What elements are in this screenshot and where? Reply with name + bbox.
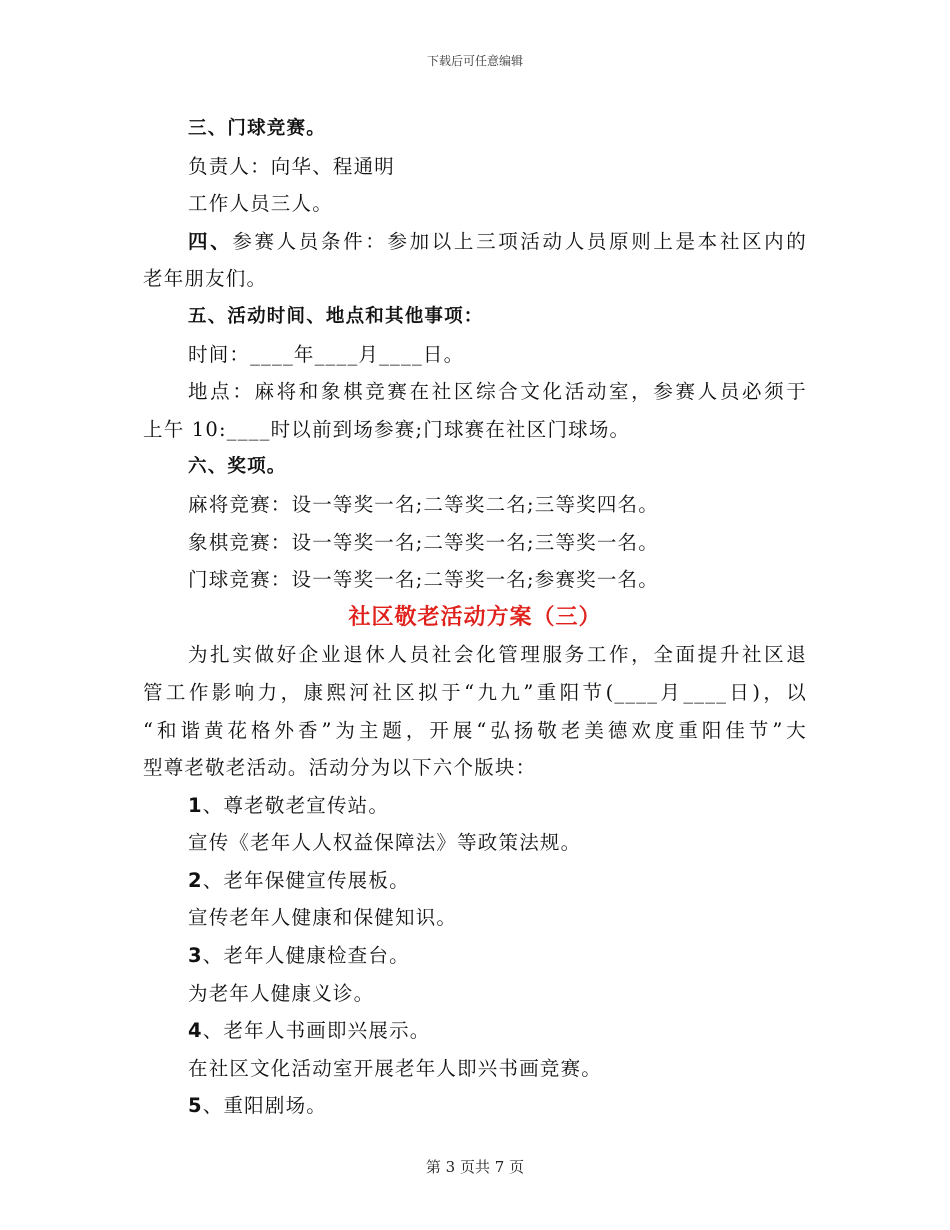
list-text: 、尊老敬老宣传站。 xyxy=(202,793,390,817)
paragraph-line: 管工作影响力，康熙河社区拟于“九九”重阳节(____月____日)，以 xyxy=(143,680,807,704)
list-number: 4 xyxy=(188,1019,203,1043)
paragraph-line: 老年朋友们。 xyxy=(143,267,268,291)
list-number: 3 xyxy=(188,944,203,968)
list-number: 5 xyxy=(188,1094,203,1118)
paragraph-text: 参赛人员条件：参加以上三项活动人员原则上是本社区内的 xyxy=(232,229,808,253)
paragraph-line: 象棋竞赛：设一等奖一名;二等奖一名;三等奖一名。 xyxy=(188,530,659,554)
page-header: 下载后可任意编辑 xyxy=(426,54,523,68)
paragraph-line: 为扎实做好企业退休人员社会化管理服务工作，全面提升社区退 xyxy=(188,643,807,667)
paragraph-line: 工作人员三人。 xyxy=(188,192,333,216)
paragraph-line xyxy=(143,223,807,261)
list-item xyxy=(143,937,807,975)
document-body xyxy=(143,110,807,1125)
paragraph-line: “和谐黄花格外香”为主题，开展“弘扬敬老美德欢度重阳佳节”大 xyxy=(143,718,807,742)
document-title: 社区敬老活动方案（三） xyxy=(348,604,602,630)
paragraph-line: 型尊老敬老活动。活动分为以下六个版块： xyxy=(143,756,537,780)
list-number: 2 xyxy=(188,868,203,892)
paragraph-line: 时间：____年____月____日。 xyxy=(188,342,465,366)
list-text: 、老年保健宣传展板。 xyxy=(202,868,410,892)
paragraph-line: 门球竞赛：设一等奖一名;二等奖一名;参赛奖一名。 xyxy=(188,568,659,592)
list-item xyxy=(143,862,807,900)
paragraph-line: 地点：麻将和象棋竞赛在社区综合文化活动室，参赛人员必须于 xyxy=(188,380,807,404)
list-number: 1 xyxy=(188,793,203,817)
paragraph-line: 为老年人健康义诊。 xyxy=(188,981,375,1005)
paragraph-line: 麻将竞赛：设一等奖一名;二等奖二名;三等奖四名。 xyxy=(188,492,659,516)
section-number: 四、 xyxy=(188,229,233,253)
section-heading-5: 五、活动时间、地点和其他事项： xyxy=(188,305,484,327)
list-text: 、老年人健康检查台。 xyxy=(202,944,410,968)
list-item xyxy=(143,1087,807,1125)
list-text: 、老年人书画即兴展示。 xyxy=(202,1019,431,1043)
paragraph-line: 上午 10:____时以前到场参赛;门球赛在社区门球场。 xyxy=(143,417,631,441)
list-item xyxy=(143,1012,807,1050)
paragraph-line: 负责人：向华、程通明 xyxy=(188,154,396,178)
section-heading-3: 三、门球竞赛。 xyxy=(188,118,326,139)
page-footer: 第 3 页共 7 页 xyxy=(425,1158,525,1176)
paragraph-line: 宣传老年人健康和保健知识。 xyxy=(188,906,458,930)
paragraph-line: 宣传《老年人人权益保障法》等政策法规。 xyxy=(188,831,582,855)
paragraph-line: 在社区文化活动室开展老年人即兴书画竞赛。 xyxy=(188,1056,603,1080)
section-heading-6: 六、奖项。 xyxy=(188,456,287,478)
list-item xyxy=(143,787,807,825)
list-text: 、重阳剧场。 xyxy=(202,1094,327,1118)
